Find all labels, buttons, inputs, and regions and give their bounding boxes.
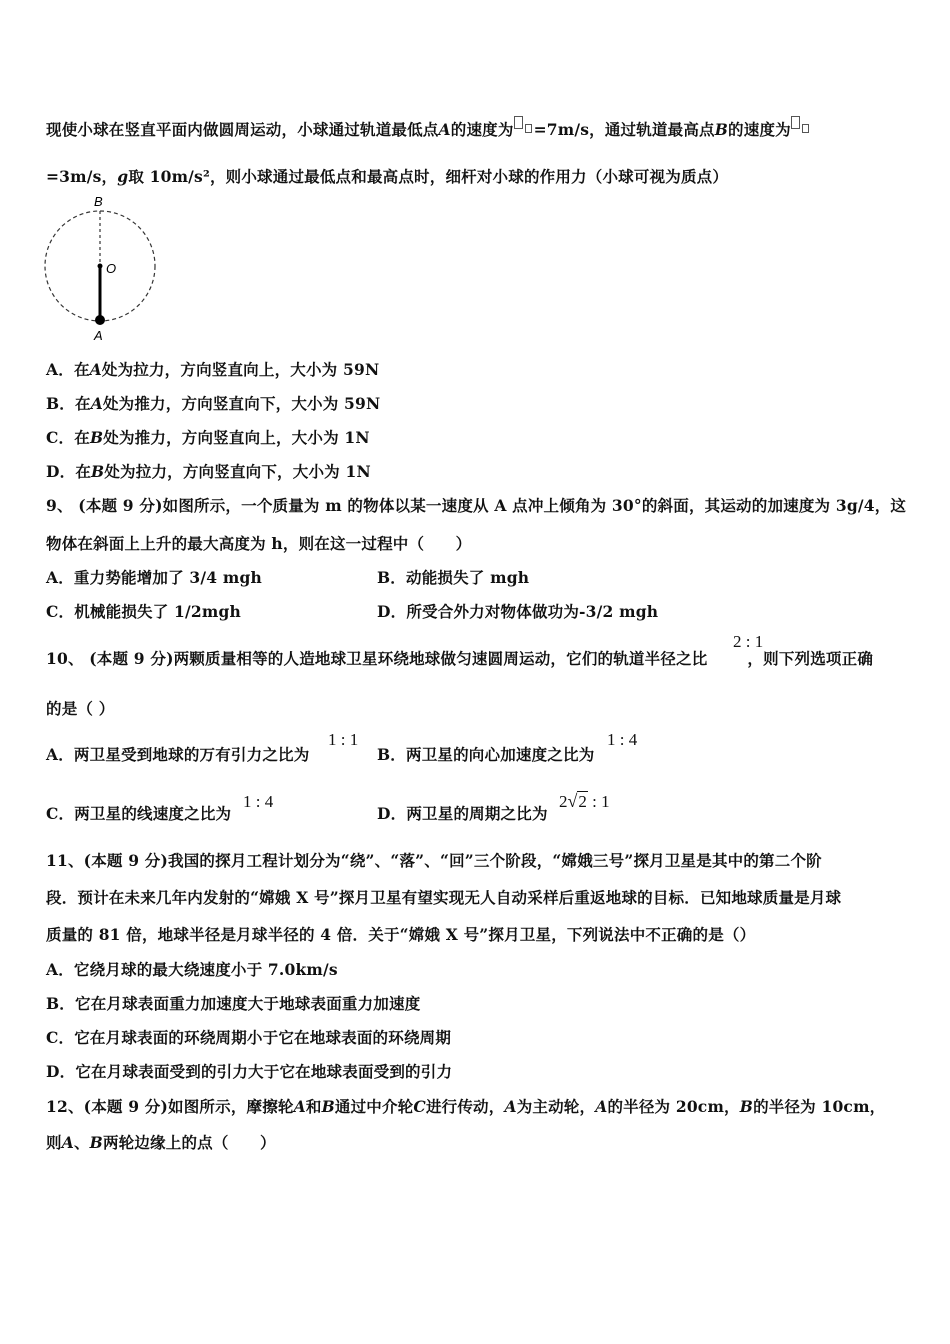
wheel-b-label: B [321,1097,335,1116]
q9-option-b: B．动能损失了 mgh [377,568,530,587]
q10-stem-end: ，则下列选项正确 [747,649,874,668]
missing-glyph-icon [802,124,809,133]
option-text: 处为拉力，方向竖直向下，大小为 1N [104,462,371,481]
q11-stem-line-1: 11、(本题 9 分)我国的探月工程计划分为“绕”、“落”、“回”三个阶段，“嫦娥三号”探月卫星是其中的第二个阶 [46,851,822,870]
option-text: 处为拉力，方向竖直向上，大小为 59N [101,360,380,379]
option-letter: D． [46,462,76,481]
wheel-b-label: B [89,1133,103,1152]
q12-text: 进行传动， [425,1097,505,1116]
q11-option-d: D．它在月球表面受到的引力大于它在地球表面受到的引力 [46,1062,453,1081]
option-text: 在 [75,394,91,413]
q8-option-b [46,392,380,414]
q11-stem-line-2: 段．预计在未来几年内发射的“嫦娥 X 号”探月卫星有望实现无人自动采样后重返地球的目标．已知地球质量是月球 [46,888,842,907]
q10-option-d: D．两卫星的周期之比为 [377,804,548,823]
q12-stem-line-1 [46,1095,885,1117]
option-text: 处为推力，方向竖直向下，大小为 59N [102,394,381,413]
q12-text: 通过中介轮 [334,1097,414,1116]
option-text: 在 [75,462,92,481]
q8-option-d [46,460,371,482]
intro-line-2 [46,165,728,187]
q10-option-a-value: 1 : 1 [328,730,359,749]
label-b: B [94,194,103,209]
missing-glyph-icon [525,124,532,133]
q12-text: 12、(本题 9 分)如图所示，摩擦轮 [46,1097,294,1116]
option-point: B [89,428,104,447]
q12-text: 和 [305,1097,322,1116]
q8-option-c [46,426,370,448]
option-letter: B． [46,394,76,413]
q12-text: 则 [46,1133,62,1152]
q11-option-b: B．它在月球表面重力加速度大于地球表面重力加速度 [46,994,421,1013]
q11-option-a: A．它绕月球的最大绕速度小于 7.0km/s [46,960,338,979]
g-symbol: g [117,167,129,186]
missing-glyph-icon [791,116,800,129]
option-text: 处为推力，方向竖直向上，大小为 1N [103,428,370,447]
missing-glyph-icon [514,116,523,129]
q10-option-d-value [559,791,610,812]
option-point: B [91,462,105,481]
label-o: O [106,261,117,276]
option-text: 在 [73,360,90,379]
q10-d-post: : 1 [592,792,610,811]
q9-stem-line-1: 9、 (本题 9 分)如图所示，一个质量为 m 的物体以某一速度从 A 点冲上倾角为 30°的斜面，其运动的加速度为 3g/4，这 [46,496,907,515]
option-letter: A． [46,360,74,379]
q10-option-c-value: 1 : 4 [243,792,274,811]
option-text: 在 [74,428,90,447]
center-point [98,264,103,269]
circle-rod-figure [38,190,168,345]
point-b-label: B [714,120,729,139]
wheel-c-label: C [413,1097,426,1116]
q8-option-a [46,358,379,380]
q10-option-c: C．两卫星的线速度之比为 [46,804,232,823]
q12-text: 的半径为 20cm， [607,1097,740,1116]
q11-stem-line-3: 质量的 81 倍，地球半径是月球半径的 4 倍．关于“嫦娥 X 号”探月卫星，下列说法中不正确的是（） [46,925,756,944]
intro-text-1a: 现使小球在竖直平面内做圆周运动，小球通过轨道最低点 [46,120,439,139]
q12-text: 、 [73,1133,90,1152]
q12-text: 为主动轮， [516,1097,596,1116]
q12-text: 的半径为 10cm， [753,1097,886,1116]
q9-option-c: C．机械能损失了 1/2mgh [46,602,241,621]
intro-text-2b: 取 10m/s²，则小球通过最低点和最高点时，细杆对小球的作用力（小球可视为质点） [128,167,729,186]
q10-option-a: A．两卫星受到地球的万有引力之比为 [46,745,310,764]
va-text: =7m/s，通过轨道最高点 [533,120,715,139]
intro-text-1b: 的速度为 [450,120,514,139]
q10-d-radicand: 2 [578,792,587,811]
q11-option-c: C．它在月球表面的环绕周期小于它在地球表面的环绕周期 [46,1028,452,1047]
option-point: A [90,394,103,413]
wheel-a-label: A [504,1097,517,1116]
q10-ratio: 2 : 1 [733,632,764,651]
q9-option-d: D．所受合外力对物体做功为-3/2 mgh [377,602,659,621]
sqrt-icon: √ [567,791,578,811]
ball [95,315,105,325]
intro-text-2a: =3m/s， [46,167,118,186]
q10-d-coef: 2 [559,792,568,811]
wheel-a-label: A [595,1097,608,1116]
q9-option-a: A．重力势能增加了 3/4 mgh [46,568,262,587]
wheel-a-label: A [61,1133,74,1152]
q10-stem-line-2: 的是（ ） [46,699,115,718]
q9-stem-line-2: 物体在斜面上上升的最大高度为 h，则在这一过程中（ ） [46,534,472,553]
wheel-a-label: A [293,1097,306,1116]
point-a-label: A [438,120,451,139]
q12-text: 两轮边缘上的点（ ） [102,1133,276,1152]
option-letter: C． [46,428,75,447]
intro-line-1 [46,116,811,140]
q12-stem-line-2 [46,1131,276,1153]
q10-option-b-value: 1 : 4 [607,730,638,749]
wheel-b-label: B [739,1097,754,1116]
intro-text-1c: 的速度为 [728,120,791,139]
q10-option-b: B．两卫星的向心加速度之比为 [377,745,595,764]
option-point: A [89,360,102,379]
label-a: A [94,328,103,343]
q10-stem-text: 10、 (本题 9 分)两颗质量相等的人造地球卫星环绕地球做匀速圆周运动，它们的轨道半径之比 [46,649,708,668]
